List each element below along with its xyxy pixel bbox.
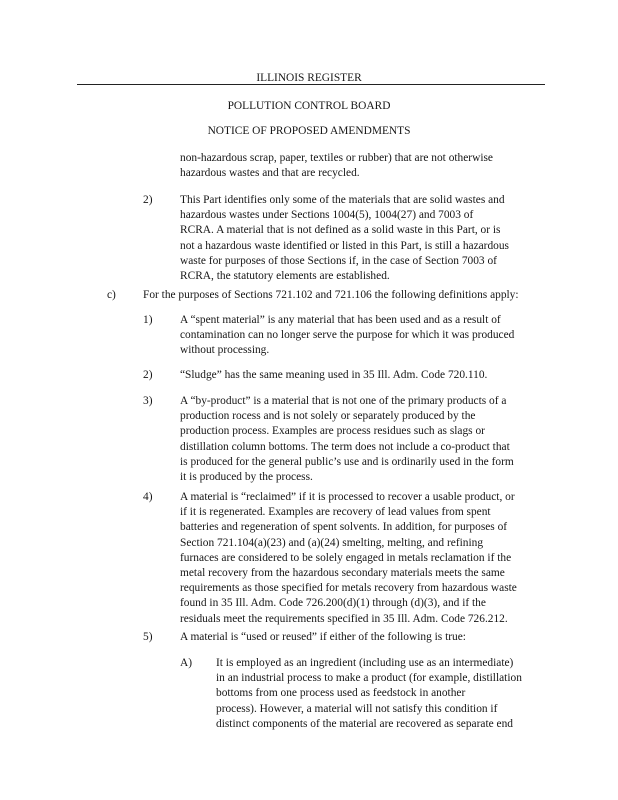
text-line: It is employed as an ingredient (including use as an intermediate): [216, 657, 514, 669]
text-line: requirements as those specified for metals recovery from hazardous waste: [180, 582, 517, 595]
sub-label-5A: A): [180, 657, 193, 669]
def-label-1: 1): [143, 314, 153, 326]
def-label-3: 3): [143, 395, 153, 407]
text-line: furnaces are considered to be solely engaged in metals reclamation if the: [180, 551, 512, 564]
text-line: distillation column bottoms. The term does not include a co-product that: [180, 440, 510, 453]
text-line: production rocess and is not solely or separately produced by the: [180, 410, 476, 423]
def-label-5: 5): [143, 631, 153, 643]
text-line: metal recovery from the hazardous secondary materials meets the same: [180, 567, 505, 580]
text-line: residuals meet the requirements specified in 35 Ill. Adm. Code 726.212.: [180, 612, 508, 625]
register-title: ILLINOIS REGISTER: [256, 72, 362, 84]
text-line: without processing.: [180, 344, 270, 357]
text-line: RCRA, the statutory elements are established.: [180, 270, 390, 283]
definition-2: [180, 368, 560, 383]
text-line: non-hazardous scrap, paper, textiles or rubber) that are not otherwise: [180, 152, 493, 164]
text-line: distinct components of the material are recovered as separate end: [216, 717, 513, 730]
text-line: process). However, a material will not satisfy this condition if: [216, 702, 498, 715]
definition-3: [180, 394, 560, 485]
text-line: A “by-product” is a material that is not one of the primary products of a: [180, 395, 507, 407]
text-line: contamination can no longer serve the purpose for which it was produced: [180, 329, 515, 342]
notice-title: NOTICE OF PROPOSED AMENDMENTS: [207, 125, 411, 137]
text-line: if it is regenerated. Examples are recovery of lead values from spent: [180, 506, 491, 519]
text-line: Section 721.104(a)(23) and (a)(24) smelting, melting, and refining: [180, 536, 484, 549]
text-line: not a hazardous waste identified or listed in this Part, is still a hazardous: [180, 239, 509, 252]
definition-4: [180, 490, 565, 627]
text-line: waste for purposes of those Sections if, in the case of Section 7003 of: [180, 254, 497, 267]
text-line: This Part identifies only some of the materials that are solid wastes and: [180, 194, 505, 206]
text-line: “Sludge” has the same meaning used in 35 Ill. Adm. Code 720.110.: [180, 369, 488, 381]
def-label-4: 4): [143, 491, 153, 503]
text-line: A material is “reclaimed” if it is processed to recover a usable product, or: [180, 491, 515, 503]
def-label-2: 2): [143, 369, 153, 381]
section-label-c: c): [107, 289, 116, 301]
text-line: batteries and regeneration of spent solvents. In addition, for purposes of: [180, 521, 508, 534]
text-line: RCRA. A material that is not defined as a solid waste in this Part, or is: [180, 224, 501, 237]
text-line: hazardous wastes under Sections 1004(5), 1004(27) and 7003 of: [180, 209, 474, 222]
definition-5: [180, 630, 560, 645]
definition-1: [180, 313, 560, 359]
paragraph-b2: [180, 193, 560, 284]
text-line: in an industrial process to make a product (for example, distillation: [216, 672, 522, 685]
text-line: A material is “used or reused” if either of the following is true:: [180, 631, 466, 643]
section-c-text: For the purposes of Sections 721.102 and 721.106 the following definitions apply:: [143, 289, 519, 301]
text-line: bottoms from one process used as feedstock in another: [216, 687, 466, 700]
text-line: A “spent material” is any material that has been used and as a result of: [180, 314, 501, 326]
item-label-b2: 2): [143, 194, 153, 206]
continuation-paragraph: [180, 151, 560, 181]
text-line: it is produced by the process.: [180, 471, 313, 484]
text-line: production process. Examples are process residues such as slags or: [180, 425, 485, 438]
agency-title: POLLUTION CONTROL BOARD: [227, 100, 391, 112]
text-line: hazardous wastes and that are recycled.: [180, 167, 360, 180]
text-line: found in 35 Ill. Adm. Code 726.200(d)(1) through (d)(3), and if the: [180, 597, 486, 610]
subitem-5A: [216, 656, 556, 732]
text-line: is produced for the general public’s use and is ordinarily used in the form: [180, 455, 514, 468]
